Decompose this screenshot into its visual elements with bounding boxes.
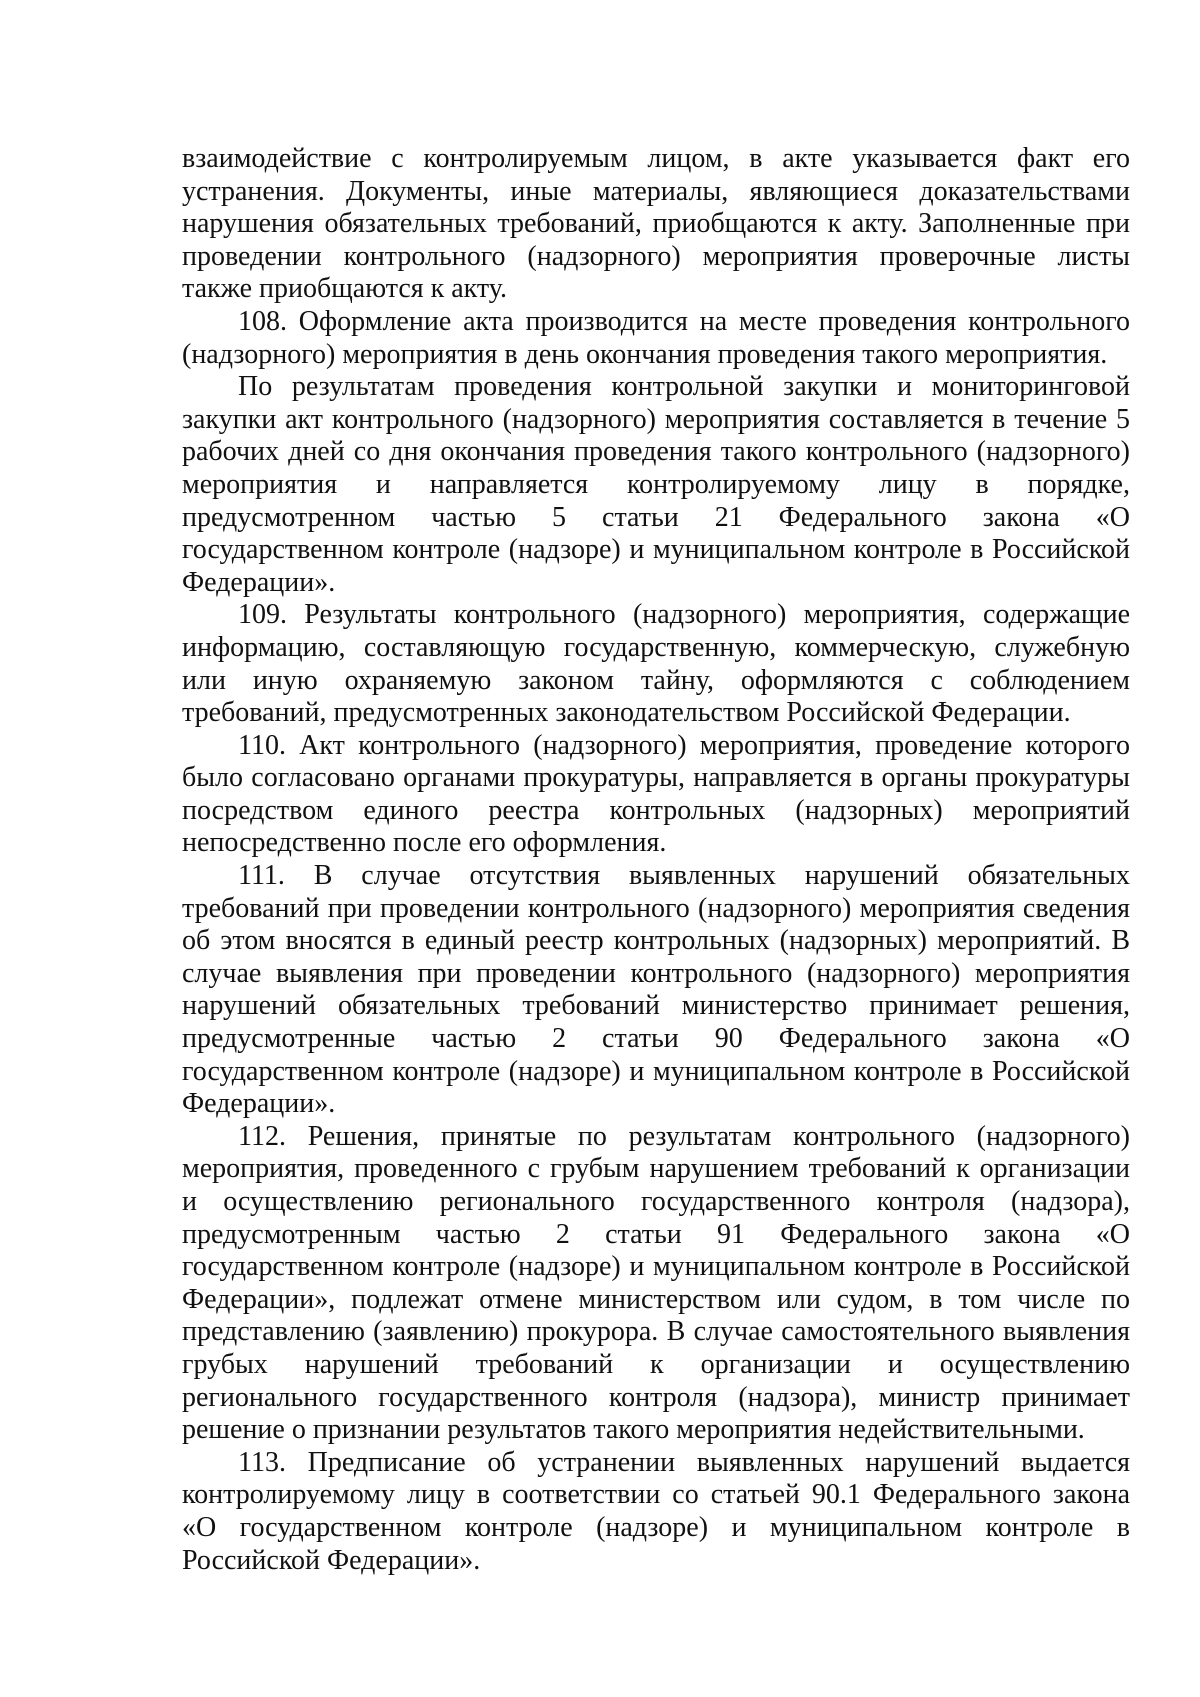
paragraph-111: 111. В случае отсутствия выявленных нарушений обязательных требований при проведении контрольного (надзорного) мероприятия сведения об этом вносятся в единый реестр контрольных (надзорных) мероприятий. В случае выявления при проведении контрольного (надзорного) мероприятия нарушений обязательных требований министерство принимает решения, предусмотренные частью 2 статьи 90 Федерального закона «О государственном контроле (надзоре) и муниципальном контроле в Российской Федерации». bbox=[182, 860, 1130, 1120]
paragraph-110: 110. Акт контрольного (надзорного) мероприятия, проведение которого было согласовано органами прокуратуры, направляется в органы прокуратуры посредством единого реестра контрольных (надзорных) мероприятий непосредственно после его оформления. bbox=[182, 729, 1130, 859]
paragraph-112: 112. Решения, принятые по результатам контрольного (надзорного) мероприятия, проведенного с грубым нарушением требований к организации и осуществлению регионального государственного контроля (надзора), предусмотренным частью 2 статьи 91 Федерального закона «О государственном контроле (надзоре) и муниципальном контроле в Российской Федерации», подлежат отмене министерством или судом, в том числе по представлению (заявлению) прокурора. В случае самостоятельного выявления грубых нарушений требований к организации и осуществлению регионального государственного контроля (надзора), министр принимает решение о признании результатов такого мероприятия недействительными. bbox=[182, 1120, 1130, 1446]
paragraph-109: 109. Результаты контрольного (надзорного) мероприятия, содержащие информацию, составляющую государственную, коммерческую, служебную или иную охраняемую законом тайну, оформляются с соблюдением требований, предусмотренных законодательством Российской Федерации. bbox=[182, 599, 1130, 729]
document-body bbox=[182, 143, 1130, 1577]
paragraph-108-purchase: По результатам проведения контрольной закупки и мониторинговой закупки акт контрольного (надзорного) мероприятия составляется в течение 5 рабочих дней со дня окончания проведения такого контрольного (надзорного) мероприятия и направляется контролируемому лицу в порядке, предусмотренном частью 5 статьи 21 Федерального закона «О государственном контроле (надзоре) и муниципальном контроле в Российской Федерации». bbox=[182, 371, 1130, 598]
paragraph-continuation: взаимодействие с контролируемым лицом, в акте указывается факт его устранения. Документы, иные материалы, являющиеся доказательствами нарушения обязательных требований, приобщаются к акту. Заполненные при проведении контрольного (надзорного) мероприятия проверочные листы также приобщаются к акту. bbox=[182, 143, 1130, 305]
paragraph-108: 108. Оформление акта производится на месте проведения контрольного (надзорного) мероприятия в день окончания проведения такого мероприятия. bbox=[182, 305, 1130, 370]
paragraph-113: 113. Предписание об устранении выявленных нарушений выдается контролируемому лицу в соответствии со статьей 90.1 Федерального закона «О государственном контроле (надзоре) и муниципальном контроле в Российской Федерации». bbox=[182, 1446, 1130, 1576]
